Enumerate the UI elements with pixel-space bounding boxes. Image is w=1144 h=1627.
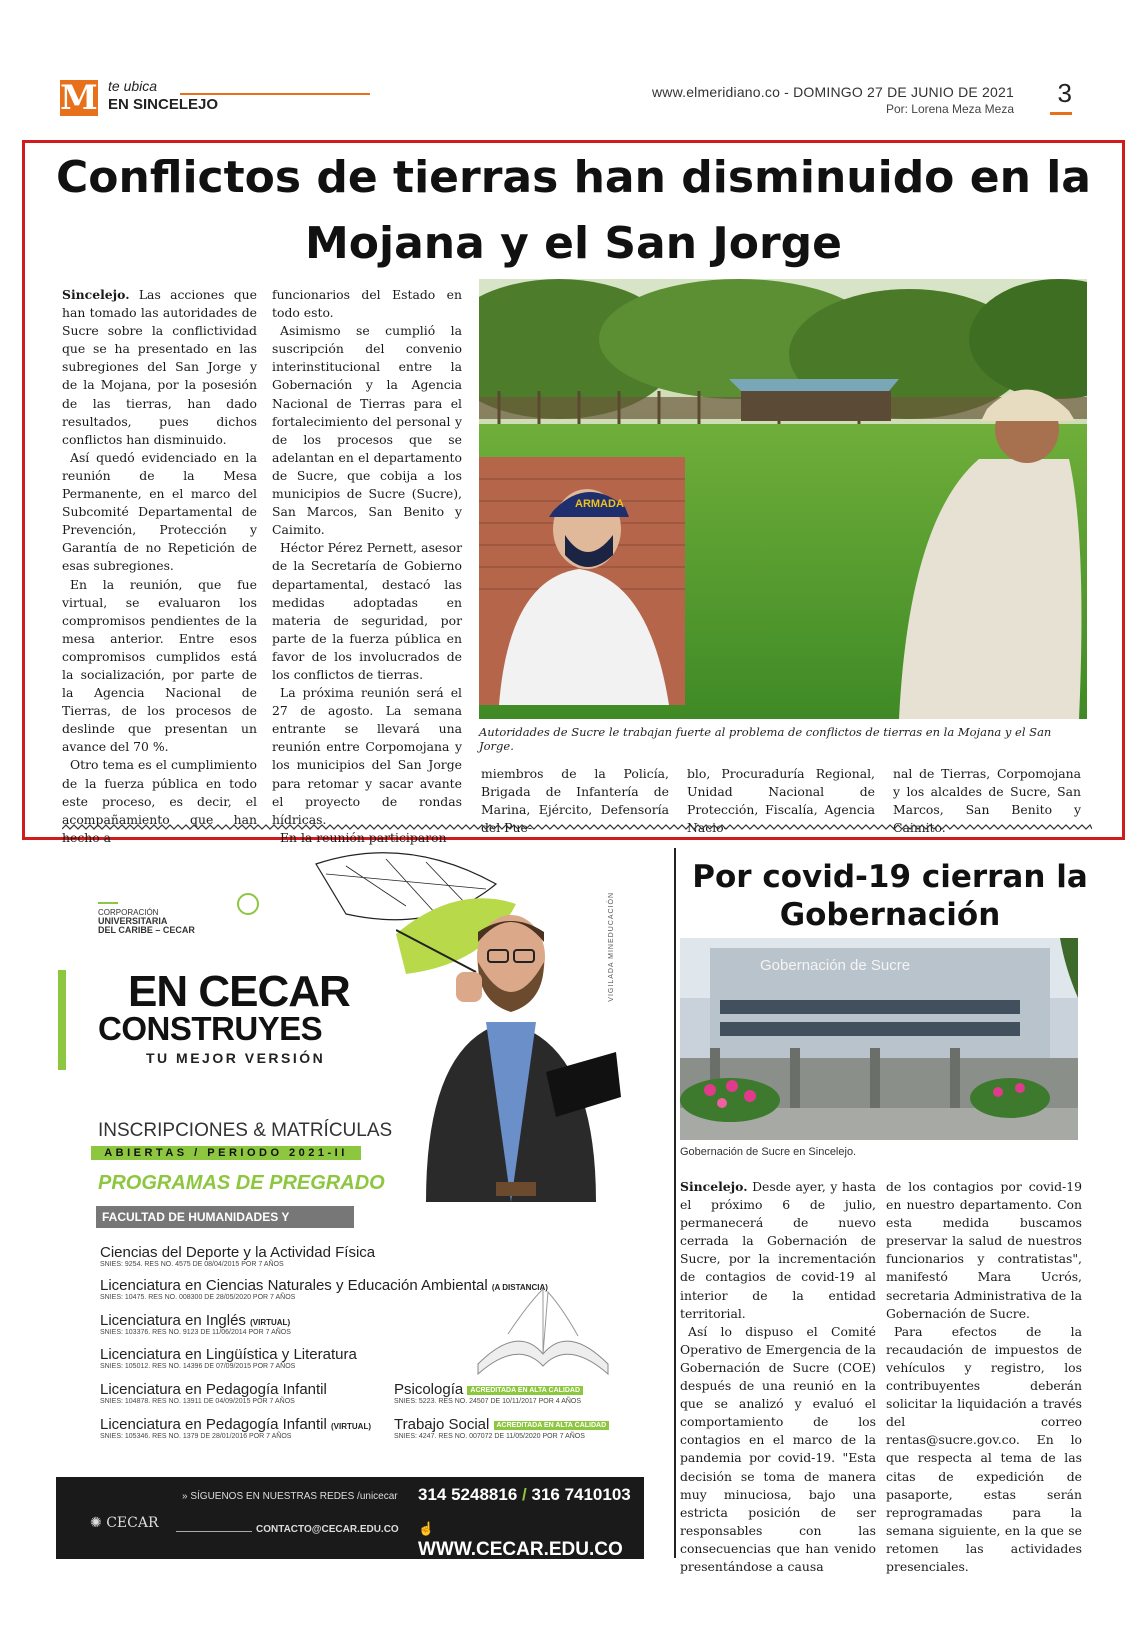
main-photo-caption: Autoridades de Sucre le trabajan fuerte al problema de conflictos de tierras en la Mojana y el San Jorge. — [479, 725, 1052, 753]
circle-decoration-icon — [236, 892, 260, 916]
program-name: Licenciatura en Pedagogía Infantil (VIRTUAL) — [100, 1416, 372, 1433]
program-name: Trabajo Social ACREDITADA EN ALTA CALIDAD — [394, 1416, 609, 1433]
main-article-col3: miembros de la Policía, Brigada de Infantería de Marina, Ejército, Defensoría del Pue- — [481, 766, 669, 836]
website-text: WWW.CECAR.EDU.CO — [418, 1539, 623, 1560]
main-article-photo — [479, 279, 1087, 719]
paragraph: Así quedó evidenciado en la reunión de la Mesa Permanente, en el marco del Subcomité Departamental de Prevención, Protección y Garantía de no Repetición de esas subregiones. — [62, 449, 257, 574]
paragraph: En la reunión participaron — [280, 829, 447, 845]
main-article-col5: nal de Tierras, Corpomojana y los alcaldes de Sucre, San Marcos, San Benito y Caimito. — [893, 766, 1081, 836]
paragraph: Héctor Pérez Pernett, asesor de la Secretaría de Gobierno departamental, destacó las medidas adoptadas en materia de seguridad, por parte de la fuerza pública en favor de los involucrados de los conflictos de tierras. — [272, 540, 462, 682]
pointer-icon: ☝ — [418, 1521, 435, 1536]
ad-headline-2: CONSTRUYES — [98, 1010, 323, 1047]
program-resolution: SNIES: 105012. RES NO. 14396 DE 07/09/2015 POR 7 AÑOS — [100, 1363, 296, 1370]
side-article-col2 — [886, 1178, 1082, 1576]
ad-programas-title: PROGRAMAS DE PREGRADO — [98, 1172, 385, 1194]
program-resolution: SNIES: 104878. RES NO. 13911 DE 04/09/2015 POR 7 AÑOS — [100, 1398, 295, 1405]
paragraph: En la reunión, que fue virtual, se evaluaron los compromisos pendientes de la mesa anterior. Entre esos compromisos cumplidos está la socialización, por parte de la Agencia Nacional de Tierras, de los procesos de deslinde que presentan un avance del 70 %. — [62, 576, 257, 755]
program-item — [394, 1381, 583, 1405]
main-article-col1 — [62, 286, 257, 847]
side-headline: Por covid-19 cierran la Gobernación — [692, 859, 1088, 933]
program-resolution: SNIES: 103376. RES NO. 9123 DE 11/06/2014 POR 7 AÑOS — [100, 1329, 291, 1336]
accreditation-badge: ACREDITADA EN ALTA CALIDAD — [494, 1421, 610, 1430]
program-item — [100, 1312, 291, 1336]
contact-email: CONTACTO@CECAR.EDU.CO — [256, 1524, 399, 1535]
program-item — [100, 1244, 375, 1268]
paragraph: Asimismo se cumplió la suscripción del convenio interinstitucional entre la Gobernación y la Agencia Nacional de Tierras para el fortalecimiento del personal y de los procesos que se adelantan en el departamento de Sucre, que cobija a los municipios de Sucre (Sucre), San Marcos, San Benito y Caimito. — [272, 323, 462, 538]
corp-rule — [98, 902, 118, 904]
dateline: Sincelejo. — [62, 287, 130, 302]
column-divider — [674, 848, 676, 1558]
dateline: Sincelejo. — [680, 1179, 748, 1194]
program-modality: (A DISTANCIA) — [491, 1283, 548, 1292]
paragraph: funcionarios del Estado en todo esto. — [272, 287, 462, 321]
byline: Por: Lorena Meza Meza — [885, 102, 1014, 116]
site-and-date: www.elmeridiano.co - DOMINGO 27 DE JUNIO DE 2021 — [651, 84, 1014, 100]
program-resolution: SNIES: 9254. RES NO. 4575 DE 08/04/2015 POR 7 AÑOS — [100, 1261, 284, 1268]
section-name: EN SINCELEJO — [108, 96, 219, 113]
ad-abiertas-band: ABIERTAS / PERIODO 2021-II — [91, 1146, 361, 1160]
phone-separator: / — [522, 1485, 527, 1504]
main-headline: Conflictos de tierras han disminuido en la Mojana y el San Jorge — [56, 152, 1091, 269]
cecar-logo-text: CECAR — [106, 1515, 159, 1531]
zigzag-divider — [62, 824, 1092, 830]
program-item — [100, 1346, 357, 1370]
side-photo-caption: Gobernación de Sucre en Sincelejo. — [680, 1146, 857, 1158]
paragraph — [62, 286, 257, 449]
paragraph-text: Las acciones que han tomado las autoridades de Sucre sobre la conflictividad que se ha presentado en las subregiones del San Jorge y de la Mojana, por la posesión de las tierras, han dado resultados, pues dichos conflictos han disminuido. — [62, 287, 257, 447]
program-name: Licenciatura en Pedagogía Infantil — [100, 1381, 327, 1398]
corp-line: UNIVERSITARIA — [98, 916, 168, 926]
section-rule — [180, 93, 370, 95]
program-item — [100, 1277, 548, 1301]
program-resolution: SNIES: 105346. RES NO. 1379 DE 28/01/2016 POR 7 AÑOS — [100, 1433, 292, 1440]
paragraph: de los contagios por covid-19 en nuestro departamento. Con esta medida buscamos preservar la salud de nuestros funcionarios y contratistas", manifestó Mara Ucrós, secretaria Administrativa de la Gobernación de Sucre. — [886, 1179, 1082, 1321]
ad-accent-bar — [58, 970, 66, 1070]
ad-headline-3: TU MEJOR VERSIÓN — [146, 1050, 326, 1066]
ad-facultad-band: FACULTAD DE HUMANIDADES Y EDUCACIÓN — [96, 1206, 354, 1228]
program-resolution: SNIES: 10475. RES NO. 008300 DE 28/05/2020 POR 7 AÑOS — [100, 1294, 296, 1301]
gobernacion-building-photo — [680, 938, 1078, 1140]
program-item — [100, 1416, 371, 1440]
program-resolution: SNIES: 5223. RES NO. 24507 DE 10/11/2017 POR 4 AÑOS — [394, 1398, 582, 1405]
program-name: Licenciatura en Lingüística y Literatura — [100, 1346, 357, 1363]
program-resolution: SNIES: 4247. RES NO. 007072 DE 11/05/2020 POR 7 AÑOS — [394, 1433, 585, 1440]
program-name: Licenciatura en Inglés (VIRTUAL) — [100, 1312, 291, 1329]
main-article — [22, 140, 1125, 845]
program-name: Licenciatura en Ciencias Naturales y Educación Ambiental (A DISTANCIA) — [100, 1277, 548, 1294]
phone-1: 314 5248816 — [418, 1485, 518, 1504]
page-number-rule — [1050, 112, 1072, 115]
program-item — [100, 1381, 327, 1405]
section-kicker: te ubica — [108, 78, 158, 94]
social-follow: » SÍGUENOS EN NUESTRAS REDES /unicecar — [182, 1491, 398, 1502]
side-article-photo — [680, 938, 1078, 1140]
paragraph: Así lo dispuso el Comité Operativo de Emergencia de la Gobernación de Sucre (COE) después de una reunió en la que se analizó y evaluó el comportamiento de los contagios en el marco de la pandemia por covid-19. "Esta decisión se toma de manera muy minuciosa, bajo una estricta posición de ser responsables con las consecuencias que han venido presentándose a causa — [680, 1323, 876, 1574]
main-article-col2 — [272, 286, 462, 847]
ad-footer — [56, 1477, 644, 1559]
paragraph-text: Desde ayer, y hasta el próximo 6 de julio, permanecerá de nuevo cerrada la Gobernación de Sucre, por la incrementación de contagios de covid-19 al interior de la entidad territorial. — [680, 1179, 876, 1321]
cecar-logo — [90, 1515, 158, 1531]
cecar-advertisement — [56, 852, 668, 1587]
paragraph: Otro tema es el cumplimiento de la fuerza pública en todo este proceso, es decir, el acompañamiento que han hecho a — [62, 757, 257, 845]
program-modality: (VIRTUAL) — [250, 1318, 291, 1327]
paragraph: La próxima reunión será el 27 de agosto. La semana entrante se llevará una reunión entre Corpomojana y los municipios del San Jorge para retomar y sacar avante el proyecto de rondas hídricas. — [272, 685, 462, 827]
phone-2: 316 7410103 — [531, 1485, 631, 1504]
ad-inscripciones: INSCRIPCIONES & MATRÍCULAS — [98, 1120, 393, 1141]
program-modality: (VIRTUAL) — [331, 1422, 372, 1431]
corp-line: CORPORACIÓN — [98, 908, 159, 917]
inset-photo-person — [479, 457, 685, 705]
vigilada-credit: VIGILADA MINEDUCACIÓN — [608, 892, 615, 1002]
program-name: Psicología ACREDITADA EN ALTA CALIDAD — [394, 1381, 583, 1398]
footer-rule — [176, 1531, 252, 1532]
website — [418, 1517, 644, 1561]
main-article-col4: blo, Procuraduría Regional, Unidad Nacional de Protección, Fiscalía, Agencia Nacio- — [687, 766, 875, 836]
program-name: Ciencias del Deporte y la Actividad Física — [100, 1244, 376, 1261]
phone-numbers — [418, 1485, 631, 1505]
ad-headline-1: EN CECAR — [128, 967, 350, 1016]
farm-field-photo — [479, 279, 1087, 719]
cecar-corp-name — [98, 908, 195, 935]
program-item — [394, 1416, 609, 1440]
teacher-photo — [396, 872, 626, 1202]
el-meridiano-logo: M — [60, 78, 98, 118]
paragraph: Para efectos de la recaudación de impuestos de vehículos y registro, los contribuyentes deberán solicitar la liquidación a través del correo rentas@sucre.gov.co. En lo que respecta al tema de las citas de expedición de pasaporte, estas serán reprogramadas para la semana siguiente, en la que se retomen las actividades presenciales. — [886, 1323, 1082, 1574]
accreditation-badge: ACREDITADA EN ALTA CALIDAD — [467, 1386, 583, 1395]
side-article-col1 — [680, 1178, 876, 1576]
masthead — [60, 78, 1086, 118]
paragraph — [680, 1178, 876, 1323]
cap-text: ARMADA — [575, 498, 624, 510]
building-sign: Gobernación de Sucre — [760, 957, 911, 974]
cecar-emblem-icon: ✺ — [90, 1515, 102, 1531]
page-number: 3 — [1057, 78, 1072, 108]
corp-line: DEL CARIBE – CECAR — [98, 925, 195, 935]
